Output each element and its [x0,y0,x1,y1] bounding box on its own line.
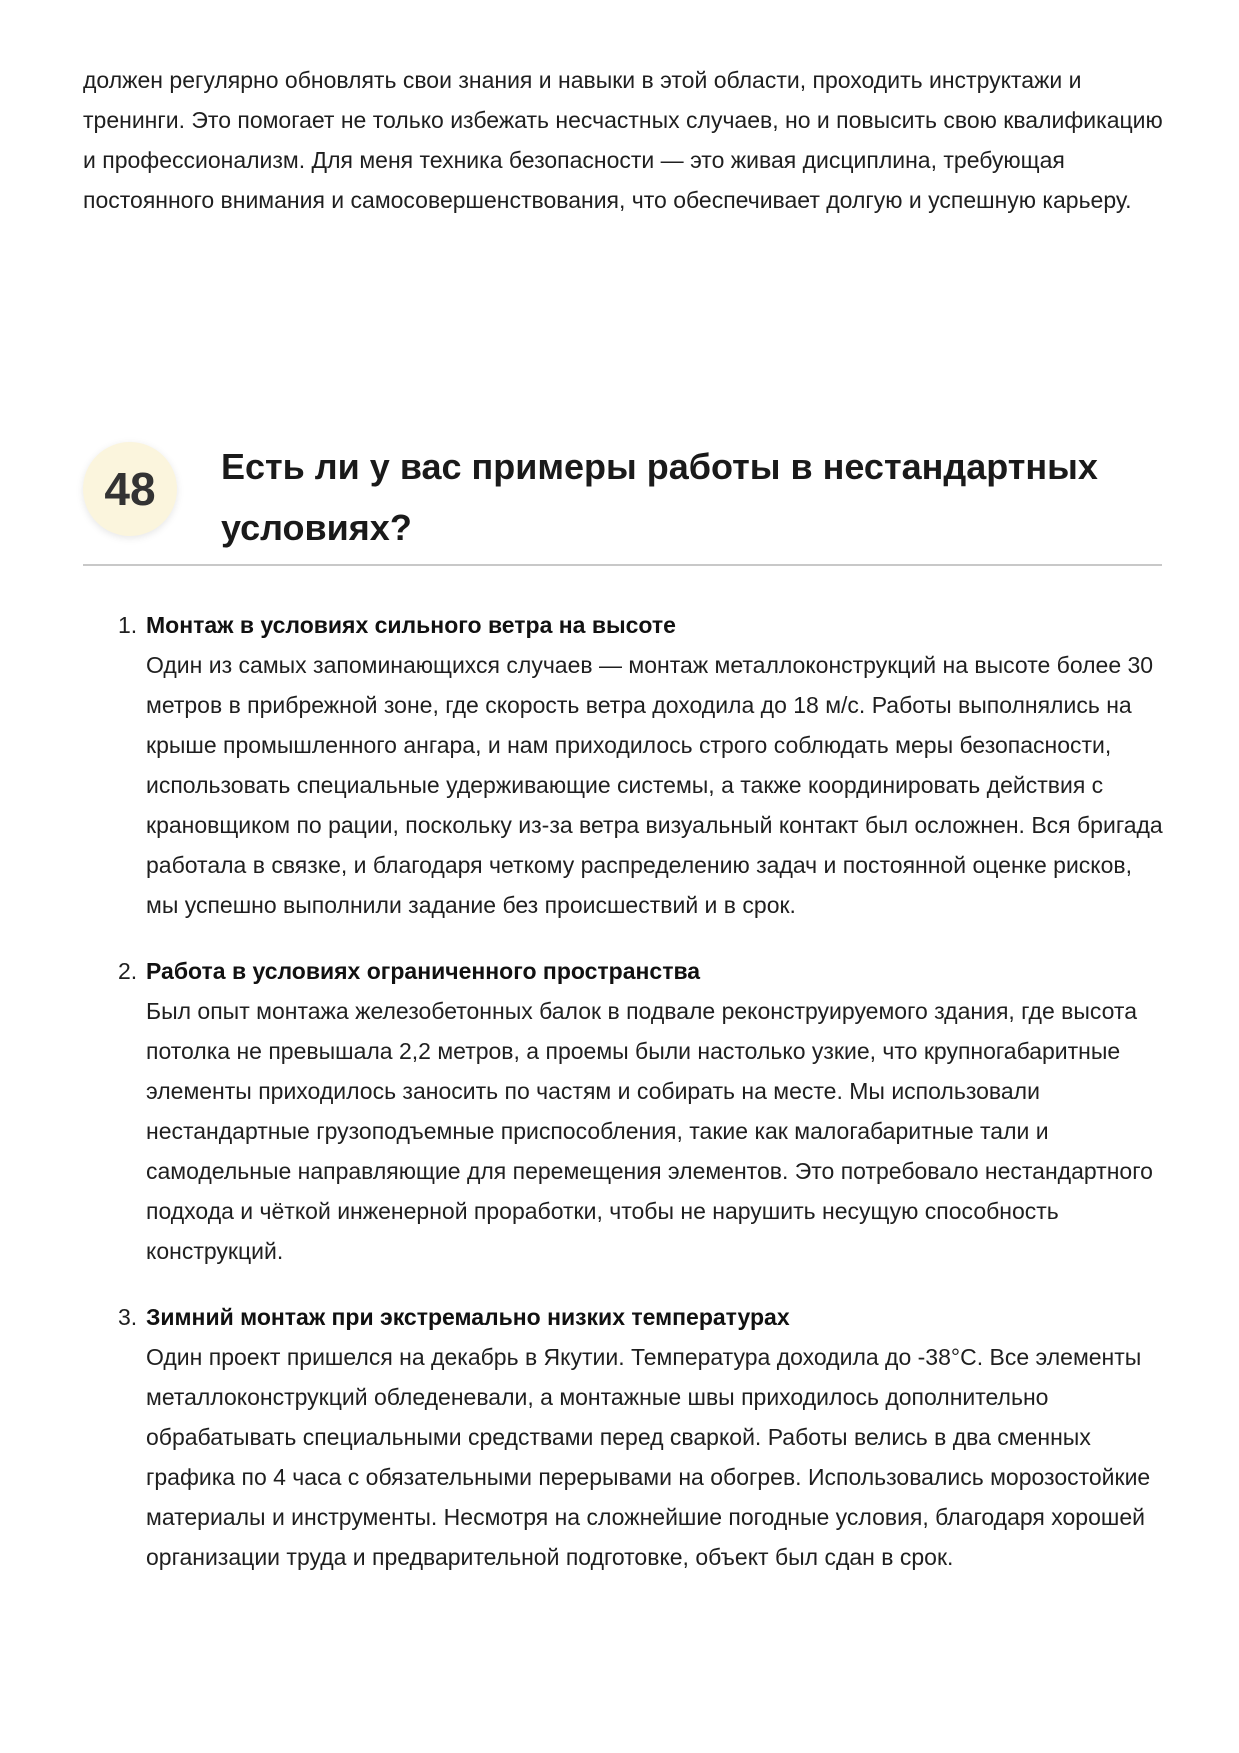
answer-number: 3. [118,1304,138,1330]
answer-item-1 [83,605,1163,925]
answer-item-2 [83,951,1163,1271]
answer-list [83,605,1163,1603]
answer-body: Один из самых запоминающихся случаев — монтаж металлоконструкций на высоте более 30 метров в прибрежной зоне, где скорость ветра доходила до 18 м/с. Работы выполнялись на крыше промышленного ангара, и нам приходилось строго соблюдать меры безопасности, использовать специальные удерживающие системы, а также координировать действия с крановщиком по рации, поскольку из-за ветра визуальный контакт был осложнен. Вся бригада работала в связке, и благодаря четкому распределению задач и постоянной оценке рисков, мы успешно выполнили задание без происшествий и в срок. [146,652,1163,918]
answer-body: Был опыт монтажа железобетонных балок в подвале реконструируемого здания, где высота потолка не превышала 2,2 метров, а проемы были настолько узкие, что крупногабаритные элементы приходилось заносить по частям и собирать на месте. Мы использовали нестандартные грузоподъемные приспособления, такие как малогабаритные тали и самодельные направляющие для перемещения элементов. Это потребовало нестандартного подхода и чёткой инженерной проработки, чтобы не нарушить несущую способность конструкций. [146,998,1153,1264]
intro-paragraph: должен регулярно обновлять свои знания и навыки в этой области, проходить инструктажи и тренинги. Это помогает не только избежать несчастных случаев, но и повысить свою квалификацию и профессионализм. Для меня техника безопасности — это живая дисциплина, требующая постоянного внимания и самосовершенствования, что обеспечивает долгую и успешную карьеру. [83,67,1163,213]
answer-item-3 [83,1297,1163,1577]
question-title: Есть ли у вас примеры работы в нестандартных условиях? [221,446,1098,548]
answer-body: Один проект пришелся на декабрь в Якутии. Температура доходила до -38°C. Все элементы металлоконструкций обледеневали, а монтажные швы приходилось дополнительно обрабатывать специальными средствами перед сваркой. Работы велись в два сменных графика по 4 часа с обязательными перерывами на обогрев. Использовались морозостойкие материалы и инструменты. Несмотря на сложнейшие погодные условия, благодаря хорошей организации труда и предварительной подготовке, объект был сдан в срок. [146,1344,1151,1570]
question-header [83,432,1162,566]
question-number-badge: 48 [83,442,177,536]
answer-title: Работа в условиях ограниченного пространства [146,958,701,984]
answer-title: Зимний монтаж при экстремально низких температурах [146,1304,790,1330]
answer-title: Монтаж в условиях сильного ветра на высоте [146,612,676,638]
answer-number: 1. [118,612,138,638]
answer-number: 2. [118,958,138,984]
